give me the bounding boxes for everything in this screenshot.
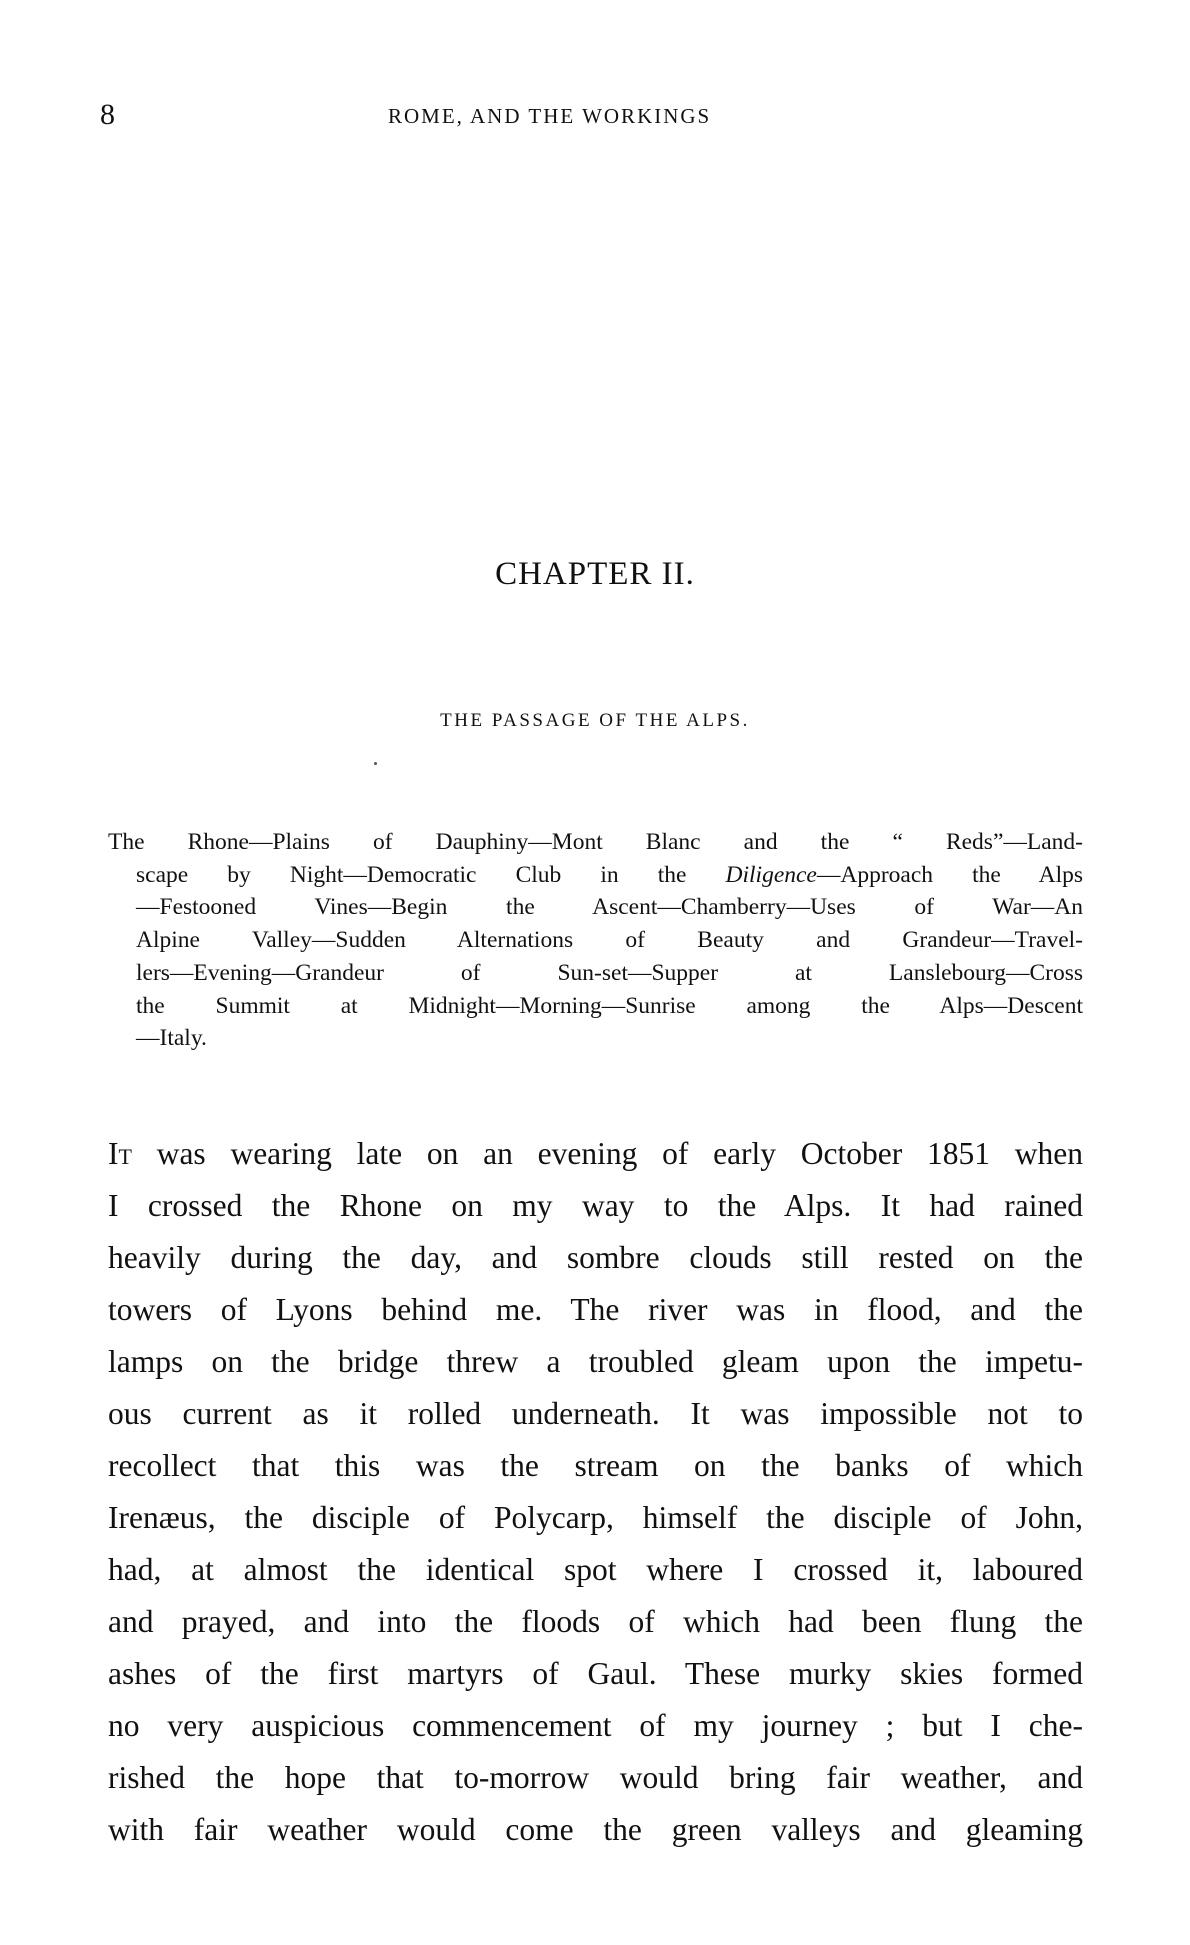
body-line: heavily during the day, and sombre clouds still rested on the [108,1240,1083,1275]
body-line: Irenæus, the disciple of Polycarp, himself the disciple of John, [108,1500,1083,1535]
italic-word: Diligence [725,861,817,888]
chapter-title: THE PASSAGE OF THE ALPS. [440,710,750,731]
running-head [100,98,1090,138]
page-number: 8 [100,98,115,131]
body-line: recollect that this was the stream on the banks of which [108,1448,1083,1483]
opening-word: It [108,1136,132,1171]
body-line: had, at almost the identical spot where I crossed it, laboured [108,1552,1083,1587]
body-line: lamps on the bridge threw a troubled gleam upon the impetu- [108,1344,1083,1379]
synopsis-line: the Summit at Midnight—Morning—Sunrise among the Alps—Descent [136,992,1083,1019]
body-line: rished the hope that to-morrow would bring fair weather, and [108,1760,1083,1795]
body-line: towers of Lyons behind me. The river was in flood, and the [108,1292,1083,1327]
chapter-number: CHAPTER II. [495,556,695,592]
synopsis-line: Alpine Valley—Sudden Alternations of Beauty and Grandeur—Travel- [136,927,1083,954]
body-line: and prayed, and into the floods of which had been flung the [108,1604,1083,1639]
synopsis-line: The Rhone—Plains of Dauphiny—Mont Blanc and the “ Reds”—Land- [108,829,1083,855]
body-line: with fair weather would come the green valleys and gleaming [108,1812,1083,1847]
body-line: no very auspicious commencement of my journey ; but I che- [108,1708,1083,1743]
synopsis-line: —Festooned Vines—Begin the Ascent—Chamberry—Uses of War—An [136,894,1083,921]
synopsis-line: —Italy. [136,1025,207,1052]
body-line: ashes of the first martyrs of Gaul. These murky skies formed [108,1656,1083,1691]
body-line-text: was wearing late on an evening of early October 1851 when [131,1136,1083,1171]
body-paragraph [108,1128,1083,1856]
print-speck [374,762,377,765]
running-title: ROME, AND THE WORKINGS [388,104,712,128]
chapter-synopsis [108,826,1083,1055]
body-line: ous current as it rolled underneath. It was impossible not to [108,1396,1083,1431]
body-line [108,1128,1083,1180]
synopsis-line: scape by Night—Democratic Club in the Diligence—Approach the Alps [136,861,1084,888]
body-line: I crossed the Rhone on my way to the Alps. It had rained [108,1188,1083,1223]
synopsis-line: lers—Evening—Grandeur of Sun-set—Supper at Lanslebourg—Cross [136,959,1083,986]
